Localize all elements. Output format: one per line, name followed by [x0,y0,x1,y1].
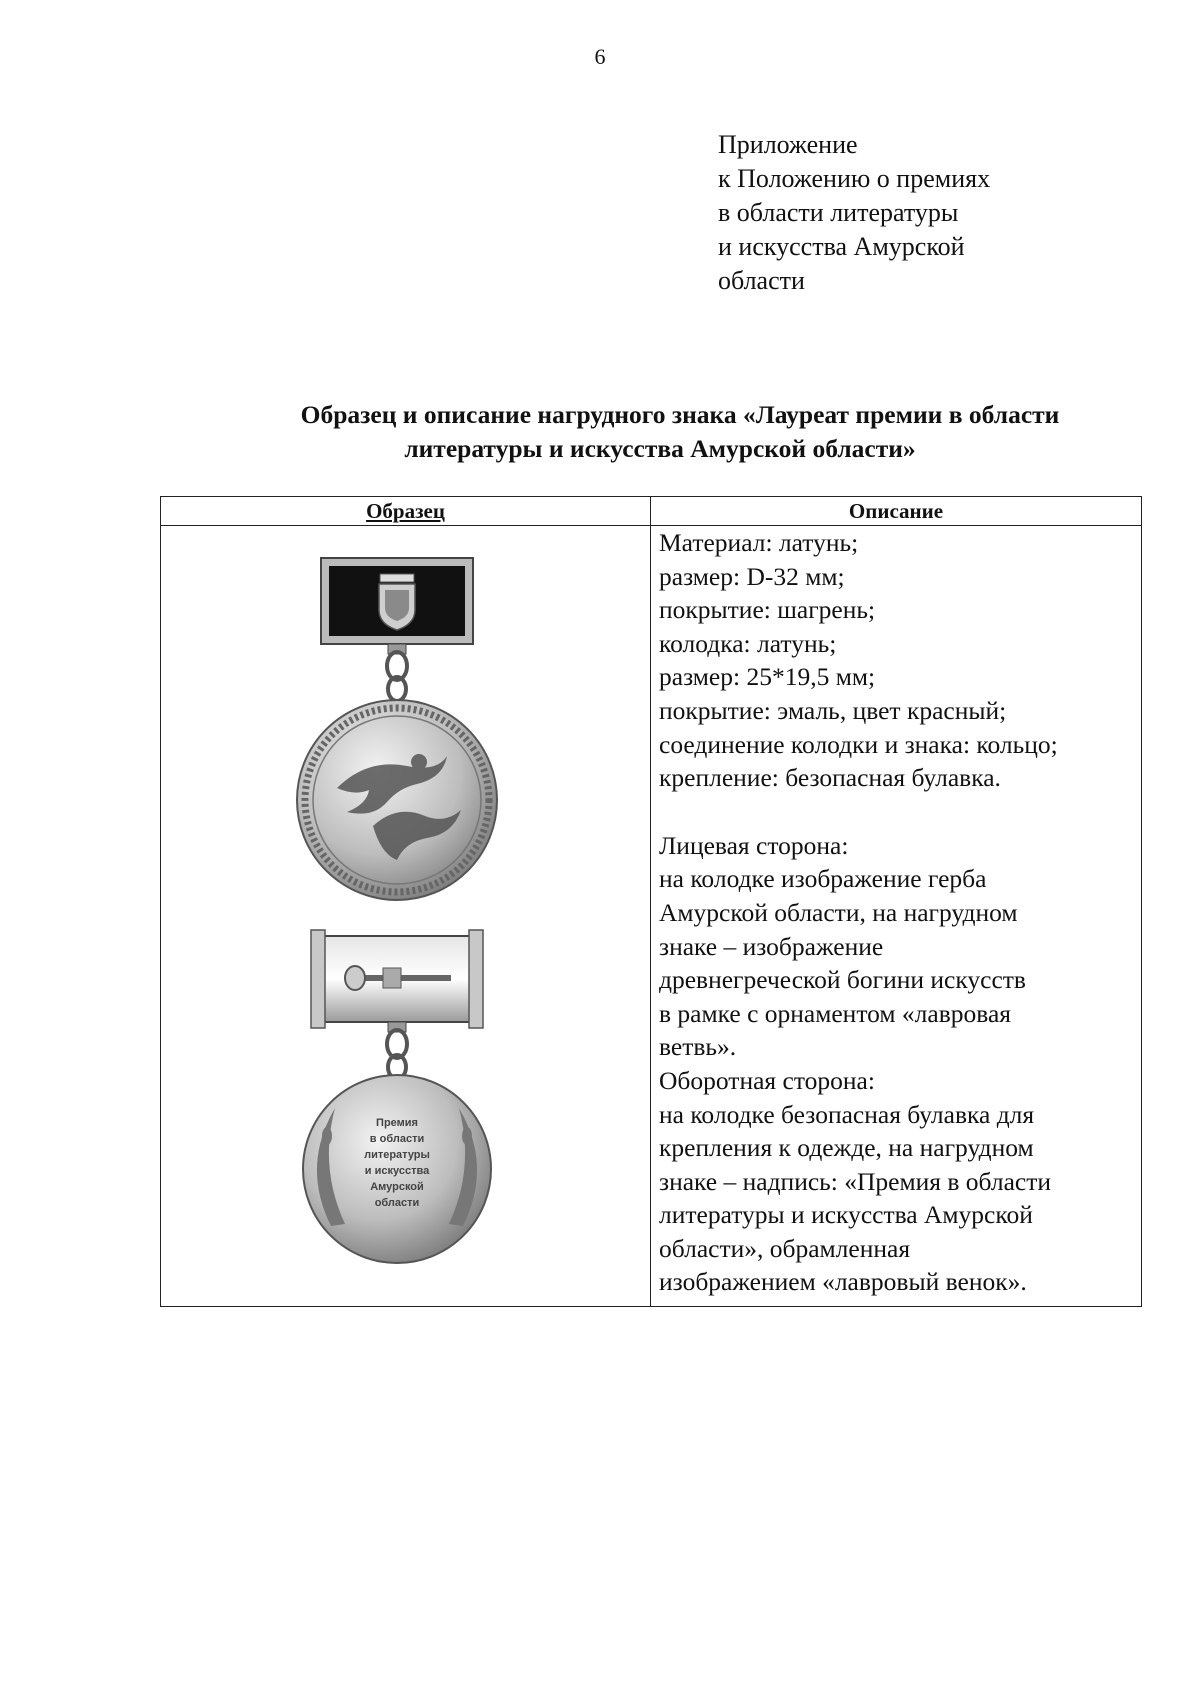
description-line: литературы и искусства Амурской [659,1200,1033,1230]
description-line: знаке – надпись: «Премия в области [659,1166,1052,1196]
document-title [160,398,1160,466]
description-line: Лицевая сторона: [659,830,849,860]
inscription-line: в области [369,1133,425,1145]
back-side-block [659,1064,1135,1299]
badge-description-table [160,496,1142,1307]
inscription-line: литературы [364,1149,430,1161]
front-medal-disc [297,700,497,900]
description-line: древнегреческой богини искусств [659,965,1026,995]
description-line: на колодке безопасная булавка для [659,1099,1035,1129]
document-title-line-2: литературы и искусства Амурской области» [404,434,916,463]
inscription-line: области [374,1197,420,1209]
description-line: соединение колодки и знака: кольцо; [659,729,1058,759]
description-line: покрытие: эмаль, цвет красный; [659,695,1007,725]
inscription-line: и искусства [364,1165,430,1177]
description-line: размер: D-32 мм; [659,561,845,591]
materials-block [659,526,1135,795]
description-cell [651,526,1142,1307]
inscription-line: Премия [376,1117,418,1129]
medal-illustrations [161,526,650,1306]
appendix-line: области [718,266,805,295]
page-number: 6 [594,44,606,69]
table-row [161,526,1142,1307]
front-medal [297,558,497,900]
document-title-line-1: Образец и описание нагрудного знака «Лауреат премии в области [300,400,1060,429]
description-line: Оборотная сторона: [659,1065,875,1095]
description-line: на колодке изображение герба [659,864,987,894]
appendix-line: в области литературы [718,198,959,227]
description-line: размер: 25*19,5 мм; [659,662,876,692]
description-line: крепление: безопасная булавка. [659,763,1001,793]
front-side-block [659,829,1135,1064]
description-column-header: Описание [651,497,1142,526]
description-line: ветвь». [659,1032,737,1062]
table-header-row [161,497,1142,526]
appendix-line: и искусства Амурской [718,232,965,261]
inscription-line: Амурской [370,1181,424,1193]
appendix-line: к Положению о премиях [718,164,991,193]
description-line: изображением «лавровый венок». [659,1267,1027,1297]
description-line: покрытие: шагрень; [659,595,876,625]
appendix-note [718,128,990,298]
description-line: области», обрамленная [659,1233,911,1263]
appendix-line: Приложение [718,130,858,159]
description-line: Материал: латунь; [659,528,859,557]
description-line: крепления к одежде, на нагрудном [659,1133,1034,1163]
description-line: в рамке с орнаментом «лавровая [659,998,1011,1028]
description-line: знаке – изображение [659,931,884,961]
back-medal [303,930,491,1263]
sample-cell [161,526,651,1307]
sample-column-header: Образец [161,497,651,526]
coat-of-arms-icon [379,574,415,630]
description-line: колодка: латунь; [659,628,837,658]
description-line: Амурской области, на нагрудном [659,897,1018,927]
